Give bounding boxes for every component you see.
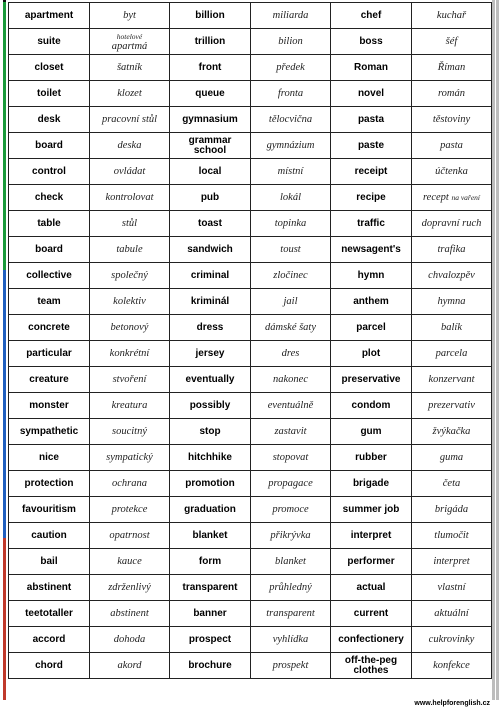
left-bar-blue-segment: [3, 270, 6, 538]
czech-translation: kreatura: [90, 393, 170, 419]
czech-translation: kuchař: [412, 3, 492, 29]
english-word: boss: [331, 29, 412, 55]
czech-translation: gymnázium: [251, 133, 331, 159]
english-word: dress: [170, 315, 251, 341]
website-footer: www.helpforenglish.cz: [414, 700, 490, 707]
english-word: brigade: [331, 471, 412, 497]
czech-translation: těstoviny: [412, 107, 492, 133]
czech-translation: román: [412, 81, 492, 107]
czech-translation: vyhlídka: [251, 627, 331, 653]
czech-translation: bilion: [251, 29, 331, 55]
czech-translation: topinka: [251, 211, 331, 237]
czech-translation: parcela: [412, 341, 492, 367]
czech-translation: přikrývka: [251, 523, 331, 549]
left-color-bar: [0, 0, 8, 708]
czech-translation: toust: [251, 237, 331, 263]
table-row: [9, 627, 492, 653]
english-word: desk: [9, 107, 90, 133]
table-row: [9, 497, 492, 523]
czech-translation: chvalozpěv: [412, 263, 492, 289]
czech-translation: hotelové apartmá: [90, 29, 170, 55]
english-word: nice: [9, 445, 90, 471]
english-word: trillion: [170, 29, 251, 55]
czech-translation: společný: [90, 263, 170, 289]
english-word: sympathetic: [9, 419, 90, 445]
english-word: pasta: [331, 107, 412, 133]
english-word: promotion: [170, 471, 251, 497]
english-word: brochure: [170, 653, 251, 679]
czech-translation: hymna: [412, 289, 492, 315]
english-word: Roman: [331, 55, 412, 81]
english-word: gum: [331, 419, 412, 445]
english-word: traffic: [331, 211, 412, 237]
czech-translation: četa: [412, 471, 492, 497]
english-word: hymn: [331, 263, 412, 289]
czech-translation: blanket: [251, 549, 331, 575]
czech-translation: kolektiv: [90, 289, 170, 315]
english-word: off-the-peg clothes: [331, 653, 412, 679]
english-word: team: [9, 289, 90, 315]
czech-translation: tabule: [90, 237, 170, 263]
czech-translation: byt: [90, 3, 170, 29]
english-word: parcel: [331, 315, 412, 341]
czech-translation: zdrženlivý: [90, 575, 170, 601]
table-row: [9, 237, 492, 263]
english-word: anthem: [331, 289, 412, 315]
czech-translation: kauce: [90, 549, 170, 575]
table-row: [9, 263, 492, 289]
english-word: front: [170, 55, 251, 81]
english-word: board: [9, 133, 90, 159]
english-word: novel: [331, 81, 412, 107]
english-word: chef: [331, 3, 412, 29]
english-word: pub: [170, 185, 251, 211]
czech-translation: propagace: [251, 471, 331, 497]
czech-translation: stvoření: [90, 367, 170, 393]
table-row: [9, 107, 492, 133]
table-row: [9, 211, 492, 237]
czech-translation: účtenka: [412, 159, 492, 185]
czech-translation: promoce: [251, 497, 331, 523]
czech-translation: klozet: [90, 81, 170, 107]
english-word: newsagent's: [331, 237, 412, 263]
english-word: actual: [331, 575, 412, 601]
english-word: queue: [170, 81, 251, 107]
table-row: [9, 341, 492, 367]
english-word: current: [331, 601, 412, 627]
english-word: blanket: [170, 523, 251, 549]
czech-translation: šéf: [412, 29, 492, 55]
english-word: concrete: [9, 315, 90, 341]
czech-translation: žvýkačka: [412, 419, 492, 445]
czech-translation: lokál: [251, 185, 331, 211]
czech-translation: stopovat: [251, 445, 331, 471]
table-row: [9, 185, 492, 211]
czech-translation: dres: [251, 341, 331, 367]
english-word: billion: [170, 3, 251, 29]
czech-translation: trafika: [412, 237, 492, 263]
english-word: performer: [331, 549, 412, 575]
czech-translation: kontrolovat: [90, 185, 170, 211]
czech-translation: aktuální: [412, 601, 492, 627]
czech-translation: betonový: [90, 315, 170, 341]
table-row: [9, 653, 492, 679]
right-edge-line-1: [492, 0, 495, 700]
english-word: favouritism: [9, 497, 90, 523]
czech-translation: prezervativ: [412, 393, 492, 419]
english-word: caution: [9, 523, 90, 549]
czech-translation: zločinec: [251, 263, 331, 289]
table-row: [9, 575, 492, 601]
english-word: sandwich: [170, 237, 251, 263]
czech-translation: opatrnost: [90, 523, 170, 549]
english-word: paste: [331, 133, 412, 159]
english-word: graduation: [170, 497, 251, 523]
english-word: preservative: [331, 367, 412, 393]
czech-translation: tělocvična: [251, 107, 331, 133]
czech-translation: prospekt: [251, 653, 331, 679]
english-word: teetotaller: [9, 601, 90, 627]
english-word: plot: [331, 341, 412, 367]
czech-translation: dohoda: [90, 627, 170, 653]
english-word: kriminál: [170, 289, 251, 315]
czech-translation: dopravní ruch: [412, 211, 492, 237]
czech-translation: sympatický: [90, 445, 170, 471]
english-word: criminal: [170, 263, 251, 289]
czech-translation: fronta: [251, 81, 331, 107]
czech-translation: eventuálně: [251, 393, 331, 419]
table-row: [9, 367, 492, 393]
czech-translation: deska: [90, 133, 170, 159]
english-word: interpret: [331, 523, 412, 549]
czech-translation: cukrovinky: [412, 627, 492, 653]
czech-translation: průhledný: [251, 575, 331, 601]
czech-translation: transparent: [251, 601, 331, 627]
czech-translation: ochrana: [90, 471, 170, 497]
table-row: [9, 445, 492, 471]
czech-translation: pasta: [412, 133, 492, 159]
english-word: apartment: [9, 3, 90, 29]
english-word: stop: [170, 419, 251, 445]
czech-translation: konkrétní: [90, 341, 170, 367]
english-word: control: [9, 159, 90, 185]
english-word: possibly: [170, 393, 251, 419]
czech-translation: tlumočit: [412, 523, 492, 549]
czech-translation: vlastní: [412, 575, 492, 601]
right-edge-bar: [491, 0, 500, 708]
english-word: gymnasium: [170, 107, 251, 133]
czech-translation: místní: [251, 159, 331, 185]
english-word: collective: [9, 263, 90, 289]
vocabulary-table: [8, 2, 492, 679]
vocabulary-table-body: [9, 3, 492, 679]
czech-translation: stůl: [90, 211, 170, 237]
english-word: table: [9, 211, 90, 237]
czech-translation: předek: [251, 55, 331, 81]
english-word: confectionery: [331, 627, 412, 653]
english-word: condom: [331, 393, 412, 419]
table-row: [9, 393, 492, 419]
table-row: [9, 419, 492, 445]
english-word: rubber: [331, 445, 412, 471]
english-word: protection: [9, 471, 90, 497]
czech-translation: dámské šaty: [251, 315, 331, 341]
english-word: form: [170, 549, 251, 575]
czech-translation: jail: [251, 289, 331, 315]
english-word: abstinent: [9, 575, 90, 601]
czech-translation: ovládat: [90, 159, 170, 185]
czech-translation: balík: [412, 315, 492, 341]
english-word: chord: [9, 653, 90, 679]
czech-translation: zastavit: [251, 419, 331, 445]
czech-translation: miliarda: [251, 3, 331, 29]
english-word: banner: [170, 601, 251, 627]
english-word: local: [170, 159, 251, 185]
table-row: [9, 29, 492, 55]
english-word: bail: [9, 549, 90, 575]
table-row: [9, 315, 492, 341]
table-row: [9, 133, 492, 159]
table-row: [9, 55, 492, 81]
czech-translation: soucitný: [90, 419, 170, 445]
english-word: jersey: [170, 341, 251, 367]
english-word: check: [9, 185, 90, 211]
czech-translation: guma: [412, 445, 492, 471]
table-row: [9, 471, 492, 497]
english-word: recipe: [331, 185, 412, 211]
english-word: summer job: [331, 497, 412, 523]
table-row: [9, 289, 492, 315]
czech-translation: akord: [90, 653, 170, 679]
czech-translation: Říman: [412, 55, 492, 81]
table-row: [9, 3, 492, 29]
table-row: [9, 523, 492, 549]
czech-translation: konfekce: [412, 653, 492, 679]
english-word: eventually: [170, 367, 251, 393]
table-row: [9, 601, 492, 627]
english-word: grammar school: [170, 133, 251, 159]
english-word: receipt: [331, 159, 412, 185]
left-bar-green-segment: [3, 2, 6, 270]
czech-translation: šatník: [90, 55, 170, 81]
left-bar-red-segment: [3, 538, 6, 700]
czech-translation: brigáda: [412, 497, 492, 523]
czech-translation: abstinent: [90, 601, 170, 627]
english-word: board: [9, 237, 90, 263]
table-row: [9, 549, 492, 575]
czech-translation: nakonec: [251, 367, 331, 393]
english-word: toilet: [9, 81, 90, 107]
english-word: creature: [9, 367, 90, 393]
table-row: [9, 159, 492, 185]
english-word: particular: [9, 341, 90, 367]
czech-translation: recept na vaření: [412, 185, 492, 211]
english-word: closet: [9, 55, 90, 81]
english-word: toast: [170, 211, 251, 237]
english-word: prospect: [170, 627, 251, 653]
table-row: [9, 81, 492, 107]
english-word: transparent: [170, 575, 251, 601]
english-word: suite: [9, 29, 90, 55]
english-word: hitchhike: [170, 445, 251, 471]
czech-translation: interpret: [412, 549, 492, 575]
english-word: monster: [9, 393, 90, 419]
right-edge-line-2: [496, 0, 499, 700]
czech-translation: konzervant: [412, 367, 492, 393]
english-word: accord: [9, 627, 90, 653]
czech-translation: pracovní stůl: [90, 107, 170, 133]
czech-translation: protekce: [90, 497, 170, 523]
